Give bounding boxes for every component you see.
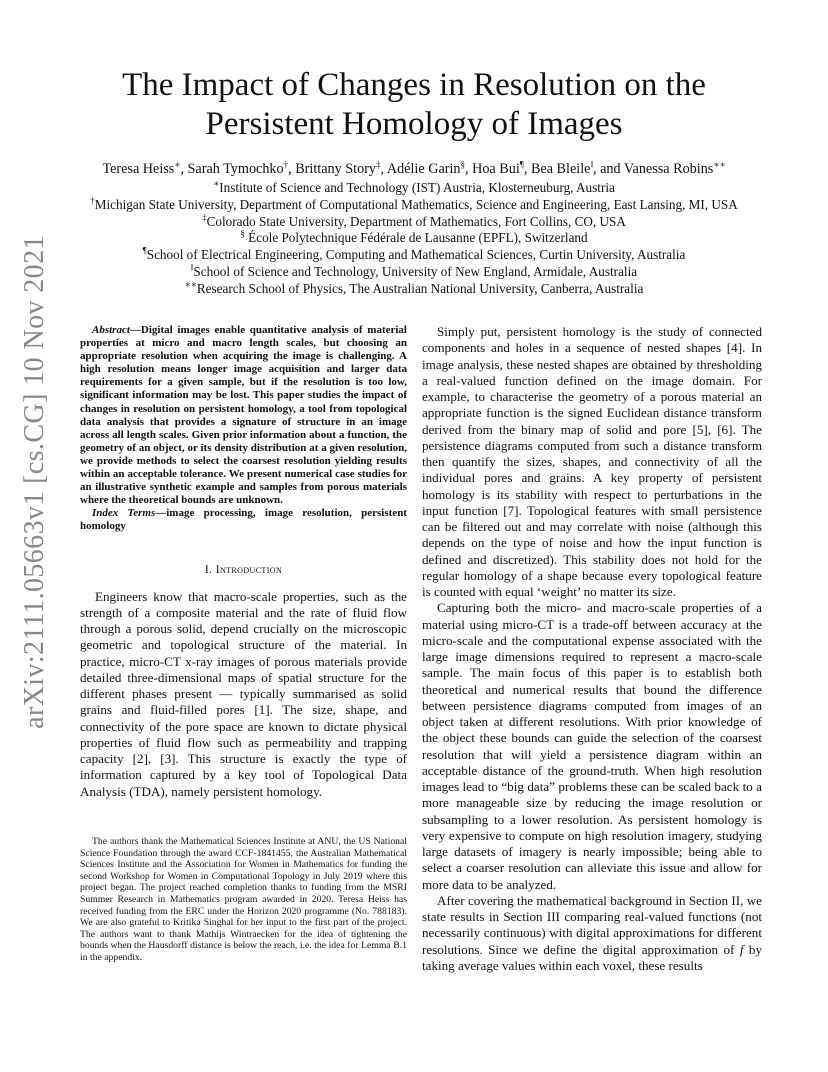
section-title: Introduction	[215, 562, 283, 576]
section-heading: I. Introduction	[204, 562, 283, 576]
affiliation: ‡Colorado State University, Department of Mathematics, Fort Collins, CO, USA	[202, 212, 626, 229]
abstract-label: Abstract	[92, 324, 130, 336]
abstract-text: —Digital images enable quantitative analysis of material properties at micro and macro length scales, but choosing an appropriate resolution when acquiring the image is challenging. A high resolution means longer image acquisition and larger data requirements for a given sample, but if the resolution is too low, significant information may be lost. This paper studies the impact of changes in resolution on persistent homology, a tool from topological data analysis that provides a signature of structure in an image across all length scales. Given prior information about a function, the geometry of an object, or its density distribution at a given resolution, we provide methods to select the coarsest resolution yielding results within an acceptable tolerance. We present numerical case studies for an illustrative synthetic example and samples from porous materials where the theoretical bounds are unknown.	[80, 324, 407, 507]
arxiv-identifier: arXiv:2111.05663v1 [cs.CG] 10 Nov 2021	[19, 235, 50, 729]
index-terms-label: Index Terms	[92, 507, 156, 520]
author-list	[40, 160, 788, 178]
index-terms-text: —image processing, image resolution, persistent homology	[80, 507, 407, 533]
paragraph: After covering the mathematical background in Section II, we state results in Section III comparing real-valued functions (not necessarily continuous) with digital approximations for different resolutions. Since we define the digital approximation of f by taking average values within each voxel, these results	[422, 892, 762, 973]
left-column	[80, 324, 407, 800]
acknowledgement-footnote: The authors thank the Mathematical Sciences Institute at ANU, the US National Science Foundation through the award CCF-1841455, the Australian Mathematical Sciences Institute and the Association for Women in Mathematics for funding the second Workshop for Women in Computational Topology in July 2019 where this project began. The project reached completion thanks to funding from the MSRI Summer Research in Mathematics program awarded in 2020. Teresa Heiss has received funding from the ERC under the Horizon 2020 programme (No. 788183). We are also grateful to Kritika Singhal for her input to the first part of the project. The authors want to thank Mathijs Wintraecken for the idea of tightening the bounds when the Hausdorff distance is below the reach, i.e. the idea for Lemma B.1 in the appendix.	[80, 836, 407, 963]
affiliation-list	[40, 180, 788, 298]
author: Bea Bleile‖, and	[530, 159, 624, 177]
paragraph: Capturing both the micro- and macro-scale properties of a material using micro-CT is a trade-off between accuracy at the micro-scale and the computational expense associated with the large image dimensions required to represent a macro-scale sample. The main focus of this paper is to establish both theoretical and numerical results that bound the difference between persistence diagrams computed from images of an object taken at different resolutions. With prior knowledge of the object these bounds can guide the selection of the coarsest resolution that will yield a persistence diagram within an acceptable distance of the ground-truth. When high resolution images lead to “big data” problems these can be scaled back to a more manageable size by reducing the image resolution or subsampling to a lower resolution. As persistent homology is very expensive to compute on high resolution imagery, studying large datasets of imagery is nearly impossible; being able to select a coarser resolution can alleviate this issue and allow for more data to be analyzed.	[422, 600, 762, 892]
affiliation: ‖School of Science and Technology, University of New England, Armidale, Australia	[190, 262, 638, 279]
intro-paragraph: Engineers know that macro-scale properties, such as the strength of a composite material and the rate of fluid flow through a porous solid, depend crucially on the microscopic geometric and topological structure of the material. In practice, micro-CT x-ray images of porous materials provide detailed three-dimensional maps of spatial structure for the different phases present — typically summarised as solid grains and fluid-filled pores [1]. The size, shape, and connectivity of the pore space are known to dictate physical properties of fluid flow such as permeability and trapping capacity [2], [3]. This structure is exactly the type of information captured by a key tool of Topological Data Analysis (TDA), namely persistent homology.	[80, 588, 407, 799]
affiliation: ∗∗Research School of Physics, The Australian National University, Canberra, Australia	[184, 279, 644, 296]
author: Vanessa Robins∗∗	[623, 159, 726, 177]
author: Brittany Story‡,	[295, 159, 387, 177]
affiliation: †Michigan State University, Department of Computational Mathematics, Science and Engineering, East Lansing, MI, USA	[90, 195, 738, 212]
author: Adélie Garin§,	[386, 159, 473, 177]
author: Sarah Tymochko†,	[187, 159, 296, 177]
index-terms	[80, 507, 407, 533]
right-column	[422, 324, 762, 974]
author: Teresa Heiss∗,	[102, 159, 188, 177]
affiliation: ∗Institute of Science and Technology (IST) Austria, Klosterneuburg, Austria	[213, 178, 615, 195]
author: Hoa Bui¶,	[472, 159, 531, 177]
title-line-2: Persistent Homology of Images	[205, 106, 623, 142]
affiliation: ¶School of Electrical Engineering, Computing and Mathematical Sciences, Curtin University, Australia	[142, 245, 686, 263]
paragraph: Simply put, persistent homology is the study of connected components and holes in a sequence of nested shapes [4]. In image analysis, these nested shapes are obtained by thresholding a real-valued function defined on the image domain. For example, to characterise the geometry of a porous material an appropriate function is the signed Euclidean distance transform derived from the binary map of solid and pore [5], [6]. The persistence diagrams computed from such a distance transform then quantify the sizes, shapes, and connectivity of all the individual pores and grains. A key property of persistent homology is its stability with respect to perturbations in the input function [7]. Topological features with small persistence can be filtered out and may correlate with noise (although this depends on the type of noise and how the input function is defined and discretized). This stability does not hold for the regular homology of a shape because every topological feature is counted with equal ‘weight’ no matter its size.	[422, 324, 762, 599]
paper-title	[60, 66, 768, 144]
affiliation: § École Polytechnique Fédérale de Lausanne (EPFL), Switzerland	[240, 229, 588, 246]
arxiv-sidebar-stamp	[14, 235, 56, 729]
title-line-1: The Impact of Changes in Resolution on the	[122, 67, 706, 103]
abstract	[80, 324, 407, 507]
